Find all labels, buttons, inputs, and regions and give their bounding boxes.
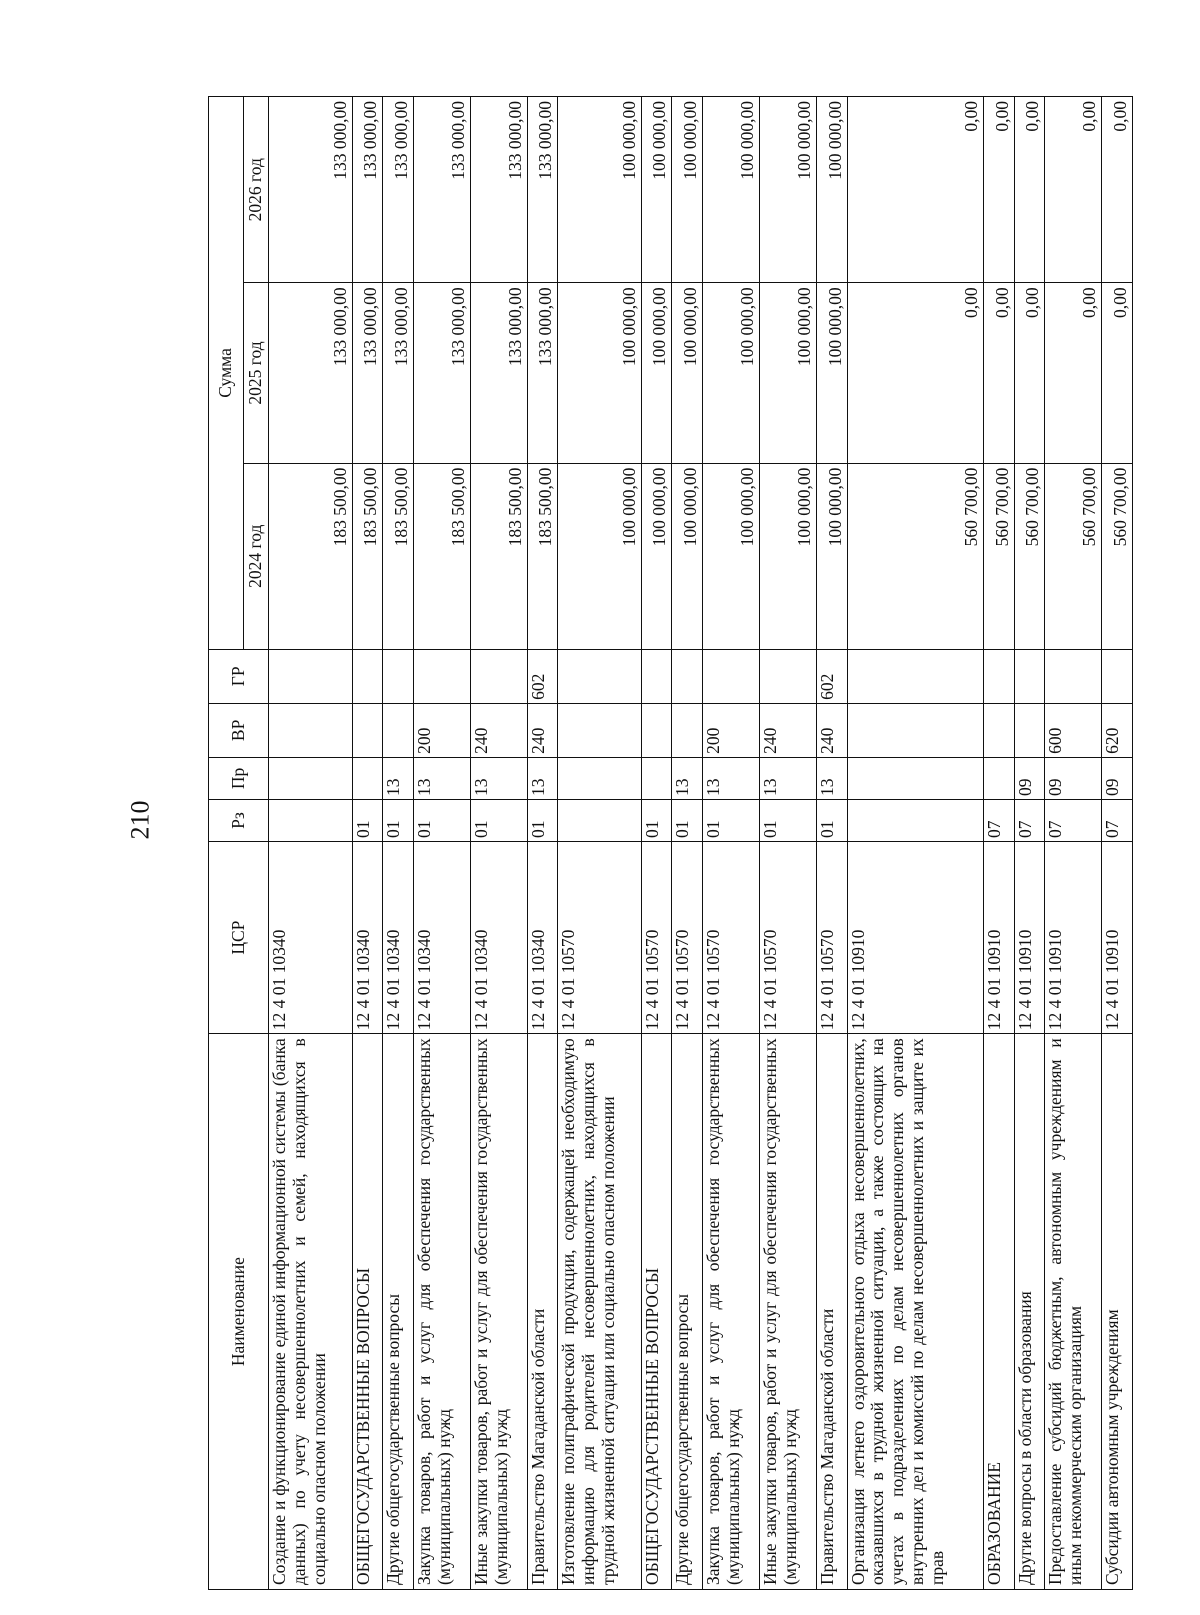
cell-csr: 12 4 01 10910 [1102,842,1133,1034]
table-row [984,97,1015,1590]
header-gr: ГР [209,649,269,703]
budget-table [208,96,1133,1590]
cell-rz [558,799,642,841]
cell-pr [641,757,672,799]
cell-2026: 100 000,00 [641,97,672,283]
cell-csr: 12 4 01 10340 [527,842,558,1034]
cell-2025: 100 000,00 [759,283,816,463]
header-sum: Сумма [209,97,244,650]
table-body [269,97,1133,1590]
cell-pr: 13 [672,757,703,799]
cell-name: Другие вопросы в области образования [1014,1034,1045,1590]
cell-csr: 12 4 01 10570 [672,842,703,1034]
cell-gr [383,649,414,703]
cell-2025: 133 000,00 [383,283,414,463]
cell-gr: 602 [817,649,848,703]
cell-2026: 0,00 [1102,97,1133,283]
cell-rz: 01 [413,799,470,841]
cell-name: Организация летнего оздоровительного отдыха несовершеннолетних, оказавшихся в трудной жизненной ситуации, а также состоящих на учетах в подразделениях по делам несовершеннолетних органов внутренних дел и комиссий по делам несовершеннолетних и защите их прав [847,1034,984,1590]
cell-gr [470,649,527,703]
cell-pr [269,757,353,799]
cell-gr [1102,649,1133,703]
cell-csr: 12 4 01 10570 [759,842,816,1034]
cell-name: Иные закупки товаров, работ и услуг для обеспечения государственных (муниципальных) нужд [759,1034,816,1590]
cell-rz [269,799,353,841]
cell-vr [269,703,353,757]
cell-csr: 12 4 01 10340 [352,842,383,1034]
cell-2024: 183 500,00 [470,463,527,649]
cell-csr: 12 4 01 10570 [702,842,759,1034]
cell-2026: 133 000,00 [269,97,353,283]
cell-2024: 100 000,00 [672,463,703,649]
table-row [269,97,353,1590]
table-row [847,97,984,1590]
cell-csr: 12 4 01 10910 [1045,842,1102,1034]
cell-gr [847,649,984,703]
cell-2024: 183 500,00 [413,463,470,649]
cell-pr [847,757,984,799]
cell-2024: 560 700,00 [1014,463,1045,649]
table-row [817,97,848,1590]
cell-name: Предоставление субсидий бюджетным, автономным учреждениям и иным некоммерческим организациям [1045,1034,1102,1590]
cell-pr: 13 [527,757,558,799]
cell-2024: 560 700,00 [847,463,984,649]
cell-2026: 100 000,00 [558,97,642,283]
cell-vr [383,703,414,757]
cell-rz: 01 [702,799,759,841]
cell-csr: 12 4 01 10910 [1014,842,1045,1034]
cell-rz: 01 [470,799,527,841]
cell-gr [413,649,470,703]
cell-rz: 01 [759,799,816,841]
cell-pr: 09 [1014,757,1045,799]
cell-2025: 100 000,00 [672,283,703,463]
cell-name: Создание и функционирование единой информационной системы (банка данных) по учету несовершеннолетних и семей, находящихся в социально опасном положении [269,1034,353,1590]
cell-name: Правительство Магаданской области [817,1034,848,1590]
cell-gr [672,649,703,703]
cell-2024: 183 500,00 [269,463,353,649]
cell-2025: 0,00 [1014,283,1045,463]
cell-vr [984,703,1015,757]
cell-2025: 100 000,00 [641,283,672,463]
table-row [702,97,759,1590]
cell-2024: 560 700,00 [984,463,1015,649]
header-2026: 2026 год [244,97,269,283]
table-row [641,97,672,1590]
cell-name: ОБРАЗОВАНИЕ [984,1034,1015,1590]
cell-2025: 133 000,00 [413,283,470,463]
cell-pr: 13 [470,757,527,799]
cell-gr [1014,649,1045,703]
cell-name: Изготовление полиграфической продукции, содержащей необходимую информацию для родителей несовершеннолетних, находящихся в трудной жизненной ситуации или социально опасном положении [558,1034,642,1590]
page-number-text: 210 [125,800,154,840]
cell-pr: 13 [383,757,414,799]
cell-csr: 12 4 01 10340 [413,842,470,1034]
cell-vr [641,703,672,757]
cell-pr [352,757,383,799]
cell-2025: 133 000,00 [527,283,558,463]
cell-pr: 13 [702,757,759,799]
cell-2024: 100 000,00 [641,463,672,649]
cell-2025: 0,00 [984,283,1015,463]
cell-name: Правительство Магаданской области [527,1034,558,1590]
cell-vr [847,703,984,757]
header-row [209,97,244,1590]
cell-rz: 01 [352,799,383,841]
cell-vr: 240 [817,703,848,757]
table-row [672,97,703,1590]
cell-2025: 100 000,00 [558,283,642,463]
rotated-table-container [208,96,1133,1590]
cell-rz: 07 [984,799,1015,841]
cell-csr: 12 4 01 10910 [984,842,1015,1034]
table-row [383,97,414,1590]
cell-vr [352,703,383,757]
cell-rz: 01 [383,799,414,841]
cell-name: Субсидии автономным учреждениям [1102,1034,1133,1590]
cell-name: ОБЩЕГОСУДАРСТВЕННЫЕ ВОПРОСЫ [641,1034,672,1590]
cell-2025: 133 000,00 [470,283,527,463]
cell-name: Закупка товаров, работ и услуг для обеспечения государственных (муниципальных) нужд [413,1034,470,1590]
cell-rz: 07 [1045,799,1102,841]
table-row [759,97,816,1590]
cell-name: Иные закупки товаров, работ и услуг для обеспечения государственных (муниципальных) нужд [470,1034,527,1590]
cell-2024: 183 500,00 [527,463,558,649]
table-row [527,97,558,1590]
cell-gr [558,649,642,703]
cell-2025: 100 000,00 [817,283,848,463]
cell-gr [352,649,383,703]
cell-vr [1014,703,1045,757]
cell-name: Другие общегосударственные вопросы [383,1034,414,1590]
cell-rz: 01 [672,799,703,841]
cell-2026: 133 000,00 [527,97,558,283]
cell-2025: 133 000,00 [352,283,383,463]
cell-pr: 09 [1102,757,1133,799]
cell-gr [984,649,1015,703]
cell-csr: 12 4 01 10570 [817,842,848,1034]
cell-2025: 0,00 [1045,283,1102,463]
cell-2026: 0,00 [847,97,984,283]
cell-pr: 13 [759,757,816,799]
cell-gr [702,649,759,703]
cell-2024: 560 700,00 [1045,463,1102,649]
cell-name: Закупка товаров, работ и услуг для обеспечения государственных (муниципальных) нужд [702,1034,759,1590]
cell-2026: 0,00 [1014,97,1045,283]
cell-vr: 240 [759,703,816,757]
cell-csr: 12 4 01 10340 [269,842,353,1034]
cell-vr [558,703,642,757]
header-2024: 2024 год [244,463,269,649]
header-pr: Пр [209,757,269,799]
cell-gr [759,649,816,703]
header-csr: ЦСР [209,842,269,1034]
cell-2024: 100 000,00 [759,463,816,649]
cell-2026: 133 000,00 [470,97,527,283]
table-row [413,97,470,1590]
cell-gr [269,649,353,703]
cell-csr: 12 4 01 10570 [641,842,672,1034]
cell-2024: 100 000,00 [702,463,759,649]
header-vr: ВР [209,703,269,757]
cell-vr: 600 [1045,703,1102,757]
cell-2026: 0,00 [1045,97,1102,283]
table-row [470,97,527,1590]
cell-2026: 0,00 [984,97,1015,283]
cell-rz [847,799,984,841]
cell-2024: 100 000,00 [817,463,848,649]
cell-2026: 133 000,00 [413,97,470,283]
cell-pr [984,757,1015,799]
table-row [352,97,383,1590]
cell-2026: 100 000,00 [672,97,703,283]
cell-rz: 01 [817,799,848,841]
cell-vr [672,703,703,757]
cell-rz: 01 [641,799,672,841]
header-2025: 2025 год [244,283,269,463]
table-row [558,97,642,1590]
cell-2025: 100 000,00 [702,283,759,463]
cell-pr: 09 [1045,757,1102,799]
cell-2026: 133 000,00 [352,97,383,283]
cell-csr: 12 4 01 10340 [470,842,527,1034]
cell-2025: 0,00 [847,283,984,463]
cell-vr: 240 [470,703,527,757]
cell-pr [558,757,642,799]
cell-csr: 12 4 01 10910 [847,842,984,1034]
cell-gr: 602 [527,649,558,703]
table-row [1045,97,1102,1590]
cell-vr: 200 [702,703,759,757]
cell-csr: 12 4 01 10570 [558,842,642,1034]
cell-rz: 07 [1014,799,1045,841]
cell-2026: 133 000,00 [383,97,414,283]
cell-gr [641,649,672,703]
header-rz: Рз [209,799,269,841]
cell-vr: 200 [413,703,470,757]
cell-gr [1045,649,1102,703]
page-number [120,790,160,850]
cell-2026: 100 000,00 [817,97,848,283]
cell-2026: 100 000,00 [759,97,816,283]
cell-2025: 133 000,00 [269,283,353,463]
table-row [1102,97,1133,1590]
cell-name: ОБЩЕГОСУДАРСТВЕННЫЕ ВОПРОСЫ [352,1034,383,1590]
cell-2026: 100 000,00 [702,97,759,283]
cell-rz: 07 [1102,799,1133,841]
cell-name: Другие общегосударственные вопросы [672,1034,703,1590]
cell-2024: 100 000,00 [558,463,642,649]
cell-2025: 0,00 [1102,283,1133,463]
cell-2024: 560 700,00 [1102,463,1133,649]
cell-2024: 183 500,00 [383,463,414,649]
cell-vr: 240 [527,703,558,757]
cell-rz: 01 [527,799,558,841]
header-name: Наименование [209,1034,269,1590]
table-row [1014,97,1045,1590]
cell-2024: 183 500,00 [352,463,383,649]
cell-pr: 13 [817,757,848,799]
cell-vr: 620 [1102,703,1133,757]
cell-pr: 13 [413,757,470,799]
cell-csr: 12 4 01 10340 [383,842,414,1034]
